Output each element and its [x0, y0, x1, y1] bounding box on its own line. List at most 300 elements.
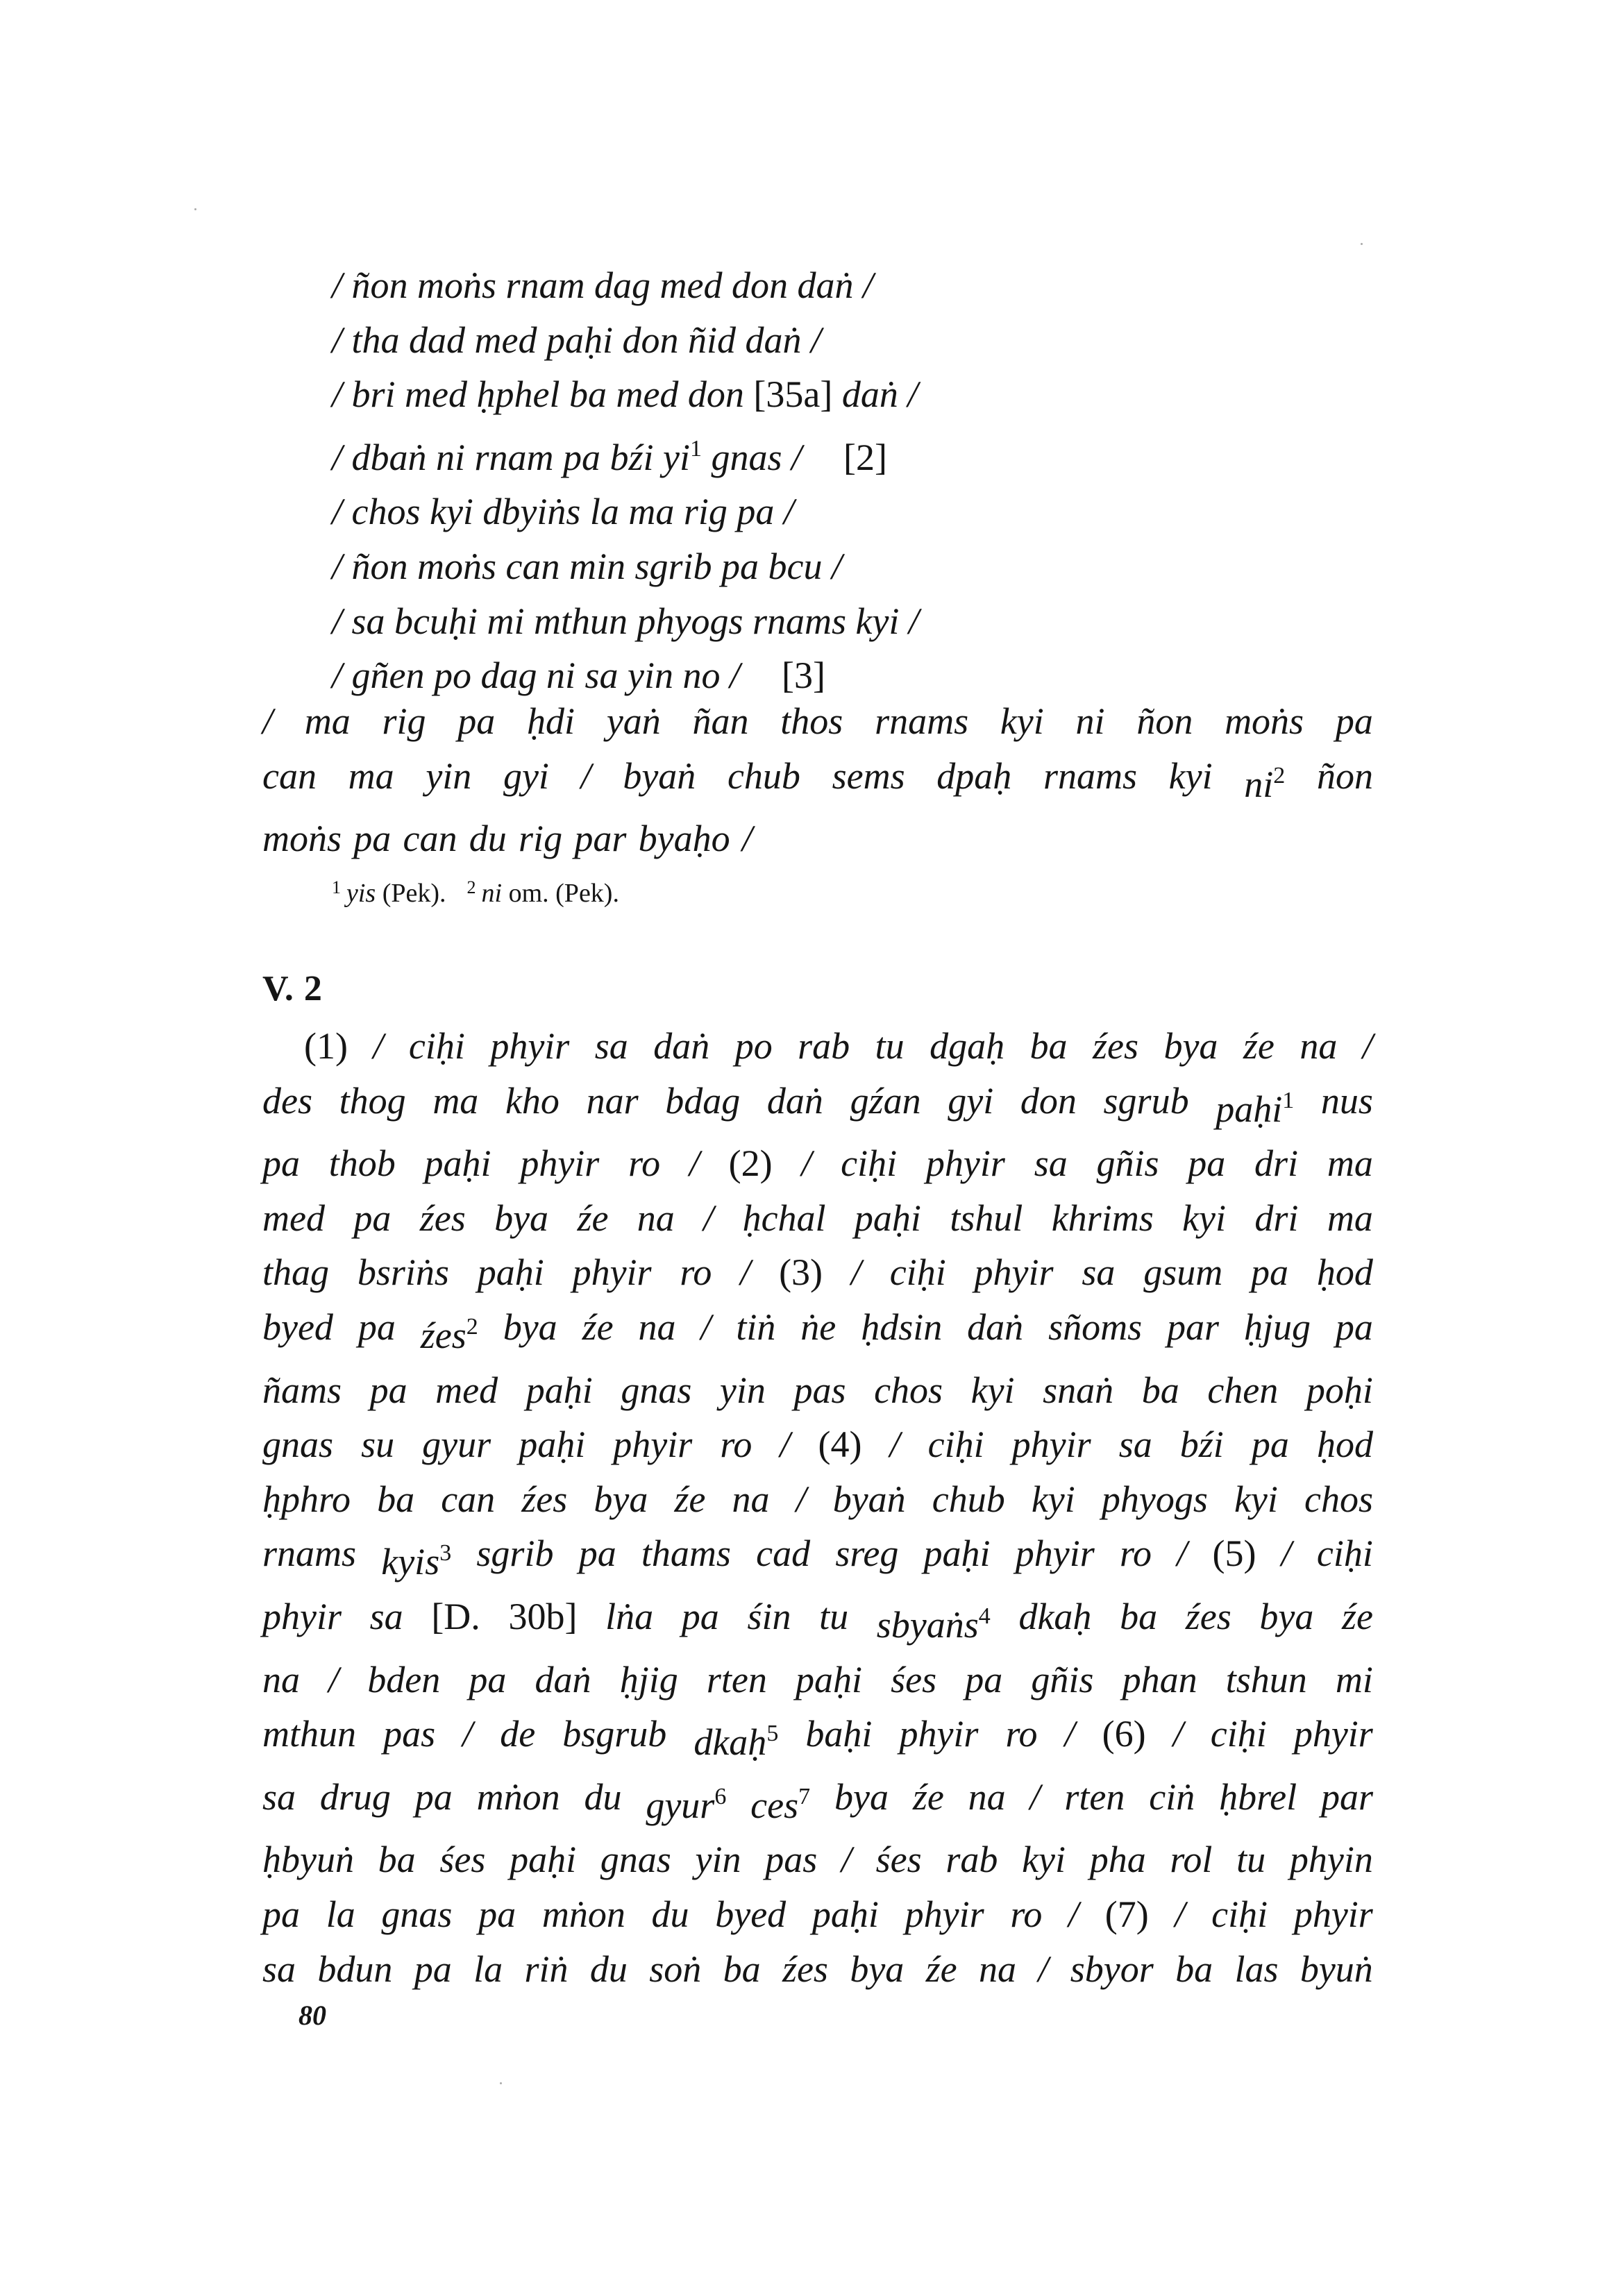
word: las: [1234, 1948, 1279, 1990]
word: /: [1064, 1713, 1075, 1755]
word: daṅ: [653, 1025, 710, 1067]
word: ciḥi: [889, 1251, 946, 1294]
word: pa: [478, 1893, 516, 1935]
word: phyir: [925, 1142, 1005, 1185]
word: rol: [1170, 1839, 1213, 1881]
word: snaṅ: [1043, 1369, 1114, 1411]
word: phan: [1122, 1658, 1197, 1700]
scan-speck: [1361, 243, 1363, 245]
text-line: [262, 1363, 1373, 1418]
folio-reference: [35a]: [753, 373, 833, 416]
word: /: [703, 1197, 714, 1239]
word: ro: [720, 1424, 752, 1466]
word: [818, 1417, 862, 1472]
word: byuṅ: [1300, 1948, 1373, 1990]
verse-text: / sa bcuḥi mi mthun phyogs rnams kyi /: [332, 600, 919, 642]
word: bya: [850, 1948, 905, 1990]
word: [779, 1245, 823, 1300]
word: yin: [719, 1369, 766, 1411]
scan-speck: [500, 2082, 502, 2084]
word: ba: [1120, 1595, 1158, 1637]
word: tu: [819, 1595, 849, 1637]
text-line: [262, 1653, 1373, 1707]
word: rab: [798, 1025, 850, 1067]
prose-paragraph-1: [262, 694, 1373, 866]
word: soṅ: [649, 1948, 702, 1990]
word: /: [1362, 1025, 1373, 1067]
word: sems: [832, 754, 905, 797]
word: pa: [353, 818, 392, 860]
verse-number: [2]: [843, 436, 888, 478]
word: gyur$^6$: [646, 1783, 727, 1826]
word: la: [326, 1893, 355, 1935]
word: dgaḥ: [930, 1025, 1005, 1067]
text-line: [262, 1417, 1373, 1472]
word: ma: [1327, 1142, 1373, 1185]
word: chos: [874, 1369, 943, 1411]
word: dri: [1254, 1142, 1299, 1185]
text-line: [262, 1074, 1373, 1137]
word: don: [1020, 1079, 1077, 1122]
word: pa: [1335, 1306, 1373, 1348]
word: na: [637, 1197, 675, 1239]
word: paḥi: [525, 1369, 593, 1411]
text-line: [262, 811, 1373, 866]
word: /: [740, 1251, 751, 1294]
word: gnas: [381, 1893, 453, 1935]
word: /: [1172, 1713, 1184, 1755]
word: thog: [339, 1079, 406, 1122]
word: [508, 1589, 577, 1653]
word: sa: [262, 1948, 296, 1990]
word: kyi: [1182, 1197, 1227, 1239]
word: byed: [262, 1306, 333, 1348]
text-line: [262, 1300, 1373, 1363]
word: dri: [1254, 1197, 1299, 1239]
text-line: [262, 1707, 1373, 1770]
word: /: [889, 1424, 900, 1466]
word: nus: [1320, 1079, 1373, 1122]
reference-marker: (3): [779, 1251, 823, 1294]
word: pa: [262, 1893, 300, 1935]
word: paḥi: [923, 1533, 991, 1575]
word: rten: [706, 1658, 767, 1700]
word: gnas: [600, 1839, 671, 1881]
word: phyir: [1293, 1893, 1373, 1935]
footnote-number: 1: [332, 877, 341, 897]
word: bya: [1259, 1595, 1314, 1637]
word: /: [1038, 1948, 1049, 1990]
word: gyi: [503, 754, 549, 797]
word: med: [435, 1369, 498, 1411]
word: cad: [756, 1533, 811, 1575]
word: źes: [782, 1948, 828, 1990]
word: /: [850, 1251, 861, 1294]
word: [729, 1136, 773, 1191]
word: źes: [1093, 1025, 1138, 1067]
word: /: [462, 1713, 473, 1755]
verse-line: [332, 367, 1443, 422]
text-line: [262, 694, 1373, 749]
word: pa: [262, 1142, 300, 1185]
word: /: [580, 754, 591, 797]
word: ñon: [1316, 754, 1373, 797]
word: ñon: [1136, 700, 1193, 742]
word: byaṅ: [832, 1478, 906, 1520]
word: pa: [358, 1306, 396, 1348]
word: ro: [1010, 1893, 1043, 1935]
word: thams: [641, 1533, 731, 1575]
verse-text: / dbaṅ ni rnam pa bźi yi: [332, 436, 691, 478]
word: na: [638, 1306, 676, 1348]
text-line: [262, 1245, 1373, 1300]
word: paḥi: [510, 1839, 577, 1881]
text-line: [262, 1191, 1373, 1246]
word: na: [1300, 1025, 1338, 1067]
word: yin: [695, 1839, 741, 1881]
word: paḥi: [854, 1197, 921, 1239]
word: byaḥo: [638, 818, 730, 860]
word: ḥjig: [619, 1658, 678, 1700]
verse-block: [332, 258, 1443, 703]
word: /: [1177, 1533, 1188, 1575]
word: byaṅ: [623, 754, 696, 797]
word: du: [469, 818, 507, 860]
verse-text: / ñon moṅs can min sgrib pa bcu /: [332, 545, 842, 587]
word: śes: [439, 1839, 486, 1881]
word: ba: [1141, 1369, 1179, 1411]
word: ciḥi: [841, 1142, 898, 1185]
word: dkaḥ: [1018, 1595, 1092, 1637]
text-line: [262, 1942, 1373, 1997]
word: kho: [505, 1079, 560, 1122]
word: kyi: [1031, 1478, 1075, 1520]
word: can: [441, 1478, 496, 1520]
word: kyis$^3$: [381, 1540, 452, 1583]
word: pa: [353, 1197, 392, 1239]
verse-line: [332, 422, 1443, 485]
word: /: [373, 1025, 384, 1067]
verse-text: / bri med ḥphel ba med don: [332, 373, 754, 416]
footnote-marker: 6: [714, 1783, 727, 1809]
word: źe: [925, 1948, 957, 1990]
footnote-marker: 4: [978, 1603, 991, 1629]
word: rnams: [262, 1533, 357, 1575]
word: gsum: [1143, 1251, 1223, 1294]
word: źe: [1243, 1025, 1275, 1067]
word: sgrub: [1103, 1079, 1189, 1122]
word: rten: [1064, 1775, 1125, 1818]
reference-marker: (4): [818, 1424, 862, 1466]
word: mthun: [262, 1713, 356, 1755]
word: pa: [578, 1533, 616, 1575]
word: ciḥi: [1316, 1533, 1373, 1575]
scan-speck: [194, 208, 196, 210]
word: na: [968, 1775, 1006, 1818]
word: ma: [348, 754, 394, 797]
word: lṅa: [605, 1595, 654, 1637]
word: khrims: [1051, 1197, 1154, 1239]
footnote-word: yis: [346, 879, 376, 908]
verse-line: [332, 484, 1443, 539]
reference-marker: (2): [728, 1142, 773, 1185]
word: paḥi: [519, 1424, 586, 1466]
word: /: [328, 1658, 339, 1700]
word: /: [796, 1478, 807, 1520]
footnote-marker: 7: [798, 1783, 811, 1809]
footnote-note: (Pek).: [376, 879, 446, 908]
word: ḥbyuṅ: [262, 1839, 354, 1881]
word: źes: [1185, 1595, 1231, 1637]
word: sa: [594, 1025, 628, 1067]
section-heading: V. 2: [262, 969, 323, 1008]
word: phyir: [1293, 1713, 1373, 1755]
word: la: [473, 1948, 503, 1990]
word: pas: [383, 1713, 436, 1755]
word: sreg: [835, 1533, 899, 1575]
word: ciḥi: [1211, 1893, 1268, 1935]
word: śes: [875, 1839, 922, 1881]
word: ro: [628, 1142, 661, 1185]
word: pa: [1335, 700, 1373, 742]
word: phyir: [1015, 1533, 1095, 1575]
verse-text: gnas /: [702, 436, 802, 478]
word: /: [1068, 1893, 1079, 1935]
word: źe: [582, 1306, 614, 1348]
word: pa: [965, 1658, 1003, 1700]
word: nar: [586, 1079, 639, 1122]
word: sa: [1082, 1251, 1116, 1294]
word: drug: [319, 1775, 391, 1818]
word: źe: [912, 1775, 944, 1818]
word: phyir: [974, 1251, 1054, 1294]
word: [431, 1589, 480, 1653]
word: /: [1029, 1775, 1041, 1818]
word: pa: [1251, 1251, 1289, 1294]
word: phyir: [899, 1713, 979, 1755]
word: rab: [945, 1839, 998, 1881]
word: pa: [1188, 1142, 1226, 1185]
word: bsgrub: [562, 1713, 667, 1755]
verse-text: / chos kyi dbyiṅs la ma rig pa /: [332, 491, 794, 533]
word: na: [732, 1478, 770, 1520]
word: du: [584, 1775, 622, 1818]
word: tshul: [950, 1197, 1023, 1239]
word: ciḥi: [1210, 1713, 1267, 1755]
verse-number: [3]: [781, 655, 825, 697]
word: de: [500, 1713, 536, 1755]
word: bsriṅs: [357, 1251, 449, 1294]
word: du: [589, 1948, 628, 1990]
word: sñoms: [1048, 1306, 1143, 1348]
word: pa: [369, 1369, 407, 1411]
word: bya: [1163, 1025, 1218, 1067]
word: pa: [469, 1658, 507, 1700]
word: chos: [1304, 1478, 1373, 1520]
word: thag: [262, 1251, 330, 1294]
word: yaṅ: [606, 700, 661, 742]
word: bdag: [665, 1079, 741, 1122]
word: ḥod: [1316, 1251, 1373, 1294]
footnote-number: 2: [466, 877, 476, 897]
word: ro: [1120, 1533, 1152, 1575]
word: ro: [1005, 1713, 1038, 1755]
word: can: [403, 818, 457, 860]
word: phyir: [613, 1424, 693, 1466]
footnote-note: om. (Pek).: [502, 879, 619, 908]
word: ñan: [692, 700, 749, 742]
text-line: [262, 1887, 1373, 1942]
word: ḥjug: [1243, 1306, 1311, 1348]
word: riṅ: [524, 1948, 569, 1990]
word: pa: [681, 1595, 719, 1637]
word: ḥchal: [742, 1197, 826, 1239]
word: źe: [1342, 1595, 1373, 1637]
text-line: [262, 1019, 1373, 1074]
word: [1105, 1887, 1149, 1942]
word: thob: [328, 1142, 396, 1185]
word: tu: [875, 1025, 905, 1067]
page-number: 80: [298, 2000, 326, 2031]
word: phyogs: [1101, 1478, 1208, 1520]
text-line: [262, 1832, 1373, 1887]
word: ñams: [262, 1369, 342, 1411]
word: rig: [519, 818, 563, 860]
reference-marker: (1): [304, 1025, 348, 1067]
word: can: [262, 754, 317, 797]
word: bya: [503, 1306, 557, 1348]
word: ḥbrel: [1219, 1775, 1297, 1818]
word: ba: [378, 1839, 416, 1881]
word: na: [978, 1948, 1016, 1990]
word: des: [262, 1079, 312, 1122]
word: phyir: [262, 1595, 342, 1637]
word: par: [1320, 1775, 1373, 1818]
word: pha: [1089, 1839, 1146, 1881]
word: kyi: [1022, 1839, 1066, 1881]
word: gnas: [262, 1424, 334, 1466]
word: daṅ: [535, 1658, 591, 1700]
word: phyir: [572, 1251, 652, 1294]
word: /: [801, 1142, 812, 1185]
word: bźi: [1179, 1424, 1224, 1466]
word: ḥdi: [527, 700, 575, 742]
word: ḥdsin: [861, 1306, 943, 1348]
word: gñis: [1031, 1658, 1094, 1700]
verse-line: [332, 594, 1443, 649]
word: dkaḥ$^5$: [693, 1721, 779, 1764]
word: ma: [304, 700, 351, 742]
word: ciḥi: [927, 1424, 984, 1466]
word: ḥod: [1316, 1424, 1373, 1466]
word: pa: [1251, 1424, 1289, 1466]
word: $ni^2$: [1244, 762, 1286, 805]
word: paḥi: [812, 1893, 879, 1935]
word: par: [574, 818, 627, 860]
word: ba: [1175, 1948, 1213, 1990]
word: źe: [674, 1478, 706, 1520]
word: phyir: [1011, 1424, 1091, 1466]
word: ma: [432, 1079, 479, 1122]
word: /: [689, 1142, 700, 1185]
word: tshun: [1225, 1658, 1307, 1700]
word: po: [734, 1025, 773, 1067]
footnote-word: ni: [481, 879, 503, 908]
verse-text: / gñen po dag ni sa yin no /: [332, 655, 740, 697]
text-line: [262, 1770, 1373, 1833]
word: ces$^7$: [750, 1783, 811, 1826]
word: su: [361, 1424, 395, 1466]
word: dpaḥ: [936, 754, 1012, 797]
word: paḥi: [795, 1658, 862, 1700]
word: rnams: [875, 700, 969, 742]
text-line: [262, 749, 1373, 812]
word: kyi: [970, 1369, 1015, 1411]
word: par: [1167, 1306, 1220, 1348]
word: ba: [377, 1478, 415, 1520]
footnote-marker: 2: [466, 1313, 478, 1340]
word: chub: [727, 754, 800, 797]
verse-line: [332, 258, 1443, 313]
word: phyin: [1289, 1839, 1373, 1881]
word: [1102, 1707, 1146, 1770]
word: gñis: [1096, 1142, 1159, 1185]
word: /: [780, 1424, 791, 1466]
word: kyi: [1000, 700, 1044, 742]
word: rig: [382, 700, 426, 742]
word: sa: [369, 1595, 403, 1637]
word: /: [262, 700, 274, 742]
word: pa: [414, 1775, 453, 1818]
word: ni: [1075, 700, 1105, 742]
text-line: [262, 1472, 1373, 1527]
text-line: [262, 1589, 1373, 1653]
word: paḥi$^1$: [1216, 1087, 1295, 1130]
word: pa: [414, 1948, 452, 1990]
word: med: [262, 1197, 325, 1239]
word: byed: [715, 1893, 787, 1935]
word: poḥi: [1306, 1369, 1373, 1411]
word: tiṅ: [736, 1306, 776, 1348]
verse-text: daṅ /: [832, 373, 918, 416]
text-line: [262, 1526, 1373, 1589]
word: bden: [367, 1658, 441, 1700]
footnote-marker: 5: [766, 1721, 779, 1747]
word: źes$^2$: [420, 1313, 478, 1356]
word: phyir: [905, 1893, 984, 1935]
verse-line: [332, 539, 1443, 594]
word: phyir: [520, 1142, 600, 1185]
word: daṅ: [967, 1306, 1024, 1348]
word: gyi: [948, 1079, 994, 1122]
word: thos: [780, 700, 843, 742]
word: bdun: [317, 1948, 393, 1990]
prose-paragraph-2: [262, 1019, 1373, 1996]
verse-text: / ñon moṅs rnam dag med don daṅ /: [332, 264, 873, 306]
word: moṅs: [262, 818, 342, 860]
word: ma: [1327, 1197, 1373, 1239]
verse-text: / tha dad med paḥi don ñid daṅ /: [332, 319, 821, 361]
footnotes: [332, 871, 619, 910]
reference-marker: (6): [1102, 1713, 1146, 1755]
word: ba: [1029, 1025, 1068, 1067]
word: sbyor: [1070, 1948, 1154, 1990]
word: pas: [793, 1369, 846, 1411]
reference-marker: 30b]: [508, 1595, 578, 1637]
word: mṅon: [541, 1893, 625, 1935]
word: rnams: [1043, 754, 1137, 797]
word: /: [1175, 1893, 1186, 1935]
